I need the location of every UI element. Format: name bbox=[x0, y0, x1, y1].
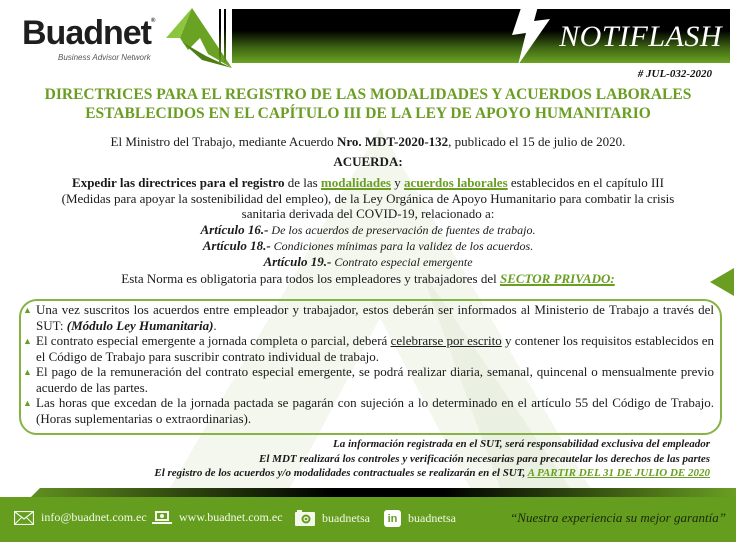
website-text: www.buadnet.com.ec bbox=[179, 510, 283, 524]
list-item bbox=[22, 302, 714, 333]
footer-instagram[interactable] bbox=[295, 510, 370, 526]
article-text: Condiciones mínimas para la validez de los acuerdos. bbox=[270, 238, 534, 253]
logo-tagline: Business Advisor Network bbox=[58, 53, 151, 62]
banner-title: NOTIFLASH bbox=[559, 20, 722, 53]
footer-slogan: “Nuestra experiencia su mejor garantía” bbox=[510, 510, 726, 525]
requirements-list bbox=[22, 302, 714, 426]
email-text: info@buadnet.com.ec bbox=[41, 510, 147, 524]
sector-privado-link[interactable]: SECTOR PRIVADO: bbox=[499, 270, 615, 286]
footer-website[interactable] bbox=[152, 510, 283, 525]
article-label: Artículo 16.- bbox=[200, 221, 269, 237]
camera-icon bbox=[295, 510, 315, 526]
note-line-1: La información registrada en el SUT, será responsabilidad exclusiva del empleador bbox=[333, 438, 710, 450]
buadnet-logo bbox=[20, 8, 220, 68]
article-label: Artículo 18.- bbox=[202, 237, 271, 253]
decorative-triangle-icon bbox=[710, 268, 734, 296]
envelope-icon bbox=[14, 511, 34, 525]
banner-divider bbox=[219, 9, 229, 63]
note-line-2: El MDT realizará los controles y verificación necesarias para precautelar los derechos de las partes bbox=[259, 452, 710, 465]
list-item bbox=[22, 364, 714, 395]
bullet-text: El contrato especial emergente a jornada completa o parcial, deberá bbox=[36, 333, 391, 348]
expedir-bold: Expedir las directrices para el registro bbox=[72, 175, 285, 190]
celebrarse-por-escrito: celebrarse por escrito bbox=[390, 333, 502, 348]
linkedin-handle: buadnetsa bbox=[408, 511, 456, 525]
intro-paragraph bbox=[0, 134, 736, 150]
list-item bbox=[22, 333, 714, 364]
bullet-arrow-icon: ▲ bbox=[23, 398, 32, 408]
closing-notes bbox=[154, 437, 710, 481]
modulo-ley-humanitaria: (Módulo Ley Humanitaria) bbox=[66, 317, 214, 333]
article-label: Artículo 19.- bbox=[263, 253, 332, 269]
bullet-text: Una vez suscritos los acuerdos entre empleador y trabajador, estos deberán ser informados al Ministerio de Trabajo a través del SUT: bbox=[36, 302, 714, 333]
main-content bbox=[0, 134, 736, 286]
footer-email[interactable] bbox=[14, 510, 147, 525]
intro-text: El Ministro del Trabajo, mediante Acuerdo bbox=[110, 134, 337, 149]
bullet-text-end: . bbox=[213, 317, 217, 333]
intro-date-text: , publicado el 15 de julio de 2020. bbox=[448, 134, 626, 149]
title-line-1: DIRECTRICES PARA EL REGISTRO DE LAS MODALIDADES Y ACUERDOS LABORALES bbox=[44, 86, 692, 103]
note-text: El registro de los acuerdos y/o modalidades contractuales se realizarán en el SUT, bbox=[154, 467, 528, 479]
note-line-3 bbox=[154, 466, 710, 481]
notiflash-banner bbox=[232, 9, 730, 63]
start-date-link[interactable]: A PARTIR DEL 31 DE JULIO DE 2020 bbox=[527, 467, 710, 479]
article-item bbox=[0, 254, 736, 270]
footer bbox=[0, 497, 736, 542]
norma-text: Esta Norma es obligatoria para todos los empleadores y trabajadores del bbox=[121, 270, 500, 286]
title-line-2: ESTABLECIDOS EN EL CAPÍTULO III DE LA LEY DE APOYO HUMANITARIO bbox=[85, 105, 651, 122]
article-text: Contrato especial emergente bbox=[331, 254, 473, 269]
bullet-text: Las horas que excedan de la jornada pactada se pagarán con sujeción a lo determinado en el artículo 55 del Código de Trabajo. (Horas suplementarias o extraordinarias). bbox=[36, 395, 714, 426]
norma-paragraph bbox=[0, 271, 736, 287]
instagram-handle: buadnetsa bbox=[322, 510, 370, 525]
text-fragment: y bbox=[391, 175, 404, 190]
bullet-arrow-icon: ▲ bbox=[23, 367, 32, 377]
acuerda-heading: ACUERDA: bbox=[333, 153, 403, 169]
logo-wordmark: Buadnet® bbox=[22, 14, 155, 52]
lightning-bolt-icon bbox=[510, 0, 556, 65]
modalidades-link[interactable]: modalidades bbox=[320, 175, 391, 190]
bullet-arrow-icon: ▲ bbox=[23, 305, 32, 315]
document-title bbox=[0, 85, 736, 123]
article-item bbox=[0, 238, 736, 254]
bullet-arrow-icon: ▲ bbox=[23, 336, 32, 346]
text-fragment: de las bbox=[284, 175, 321, 190]
agreement-number: Nro. MDT-2020-132 bbox=[336, 134, 449, 149]
bullet-text: El pago de la remuneración del contrato especial emergente, se podrá realizar diaria, semanal, quincenal o mensualmente previo acuerdo de las partes. bbox=[36, 364, 714, 395]
text-fragment: establecidos en el capítulo III (Medidas para apoyar la sostenibilidad del empleo), de la Ley Orgánica de Apoyo Humanitario para combatir la crisis sanitaria derivada del COVID-19, relacionado a: bbox=[61, 175, 675, 221]
header bbox=[0, 0, 736, 70]
footer-linkedin[interactable] bbox=[384, 510, 456, 527]
article-text: De los acuerdos de preservación de fuentes de trabajo. bbox=[268, 222, 536, 237]
bullet-text-end: y contener los requisitos establecidos en el Código de Trabajo para suscribir contrato individual de trabajo. bbox=[36, 333, 715, 364]
article-item bbox=[0, 222, 736, 238]
laptop-icon bbox=[152, 511, 172, 525]
linkedin-icon: in bbox=[384, 510, 401, 527]
expedir-paragraph bbox=[0, 175, 736, 222]
acuerdos-laborales-link[interactable]: acuerdos laborales bbox=[404, 175, 508, 190]
document-number: # JUL-032-2020 bbox=[637, 68, 712, 80]
list-item bbox=[22, 395, 714, 426]
